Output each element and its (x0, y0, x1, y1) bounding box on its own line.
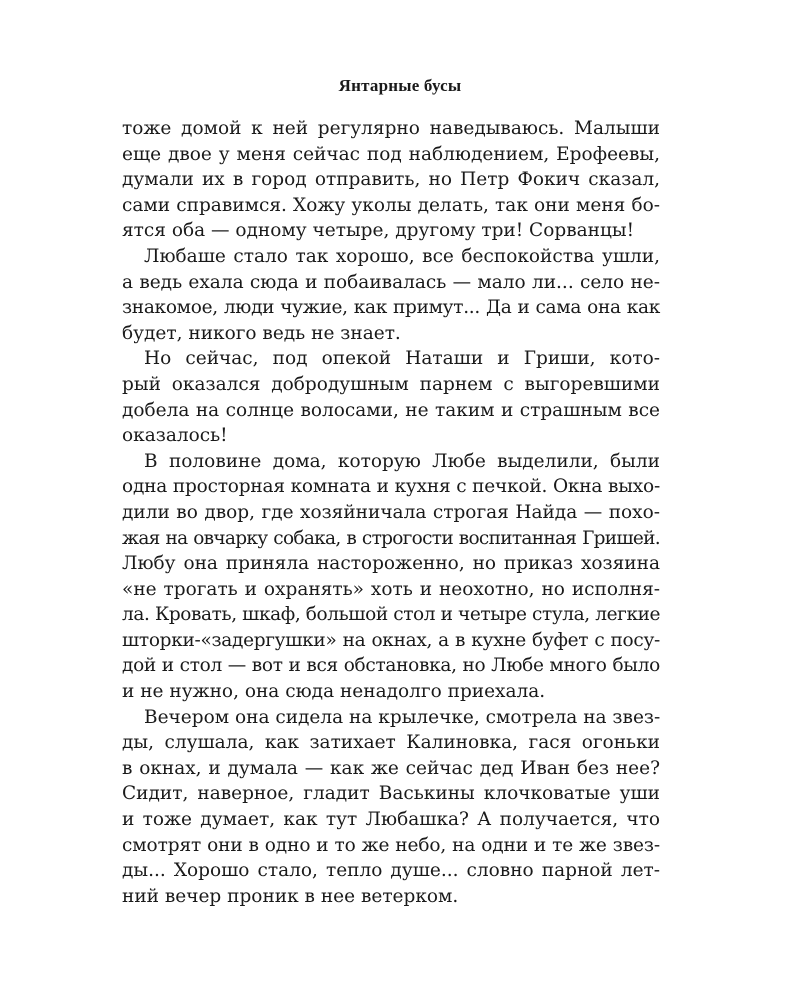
text-line: и не нужно, она сюда ненадолго приехала. (122, 681, 546, 703)
text-line: сами справимся. Хожу уколы делать, так они меня бо- (122, 194, 660, 216)
text-line: ды... Хорошо стало, тепло душе... словно парной лет- (122, 860, 660, 882)
text-line: «не трогать и охранять» хоть и неохотно, но исполня- (122, 578, 660, 600)
text-line: шторки-«задергушки» на окнах, а в кухне буфет с посу- (122, 629, 660, 651)
paragraph-2 (122, 244, 660, 346)
text-line: будет, никого ведь не знает. (122, 322, 401, 344)
text-line: и тоже думает, как тут Любашка? А получается, что (122, 809, 660, 831)
text-line: одна просторная комната и кухня с печкой. Окна выхо- (122, 476, 660, 498)
paragraph-4 (122, 449, 660, 705)
text-line: жая на овчарку собака, в строгости воспитанная Гришей. (122, 527, 660, 549)
paragraph-1 (122, 116, 660, 244)
text-line: думали их в город отправить, но Петр Фокич сказал, (122, 169, 660, 191)
text-line: ла. Кровать, шкаф, большой стол и четыре стула, легкие (122, 604, 661, 626)
running-head: Янтарные бусы (338, 76, 462, 95)
text-line: ний вечер проник в нее ветерком. (122, 885, 459, 907)
text-line: добела на солнце волосами, не таким и страшным все (122, 399, 660, 421)
text-line: Сидит, наверное, гладит Васькины клочковатые уши (122, 783, 660, 805)
text-line: Любаше стало так хорошо, все беспокойства ушли, (144, 245, 660, 267)
text-line: Вечером она сидела на крылечке, смотрела на звез- (144, 706, 661, 728)
text-line: оказалось! (122, 425, 228, 447)
text-line: в окнах, и думала — как же сейчас дед Иван без нее? (122, 757, 660, 779)
text-line: смотрят они в одно и то же небо, на одни и те же звез- (122, 834, 660, 856)
text-line: дой и стол — вот и вся обстановка, но Любе много было (122, 655, 660, 677)
text-line: В половине дома, которую Любе выделили, были (144, 450, 660, 472)
text-line: Но сейчас, под опекой Наташи и Гриши, кото- (144, 348, 660, 370)
text-line: тоже домой к ней регулярно наведываюсь. Малыши (122, 118, 660, 139)
paragraph-5 (122, 705, 660, 910)
text-line: рый оказался добродушным парнем с выгоревшими (122, 373, 660, 395)
text-line: ятся оба — одному четыре, другому три! Сорванцы! (122, 220, 635, 242)
text-line: Любу она приняла настороженно, но приказ хозяина (122, 553, 660, 575)
text-line: еще двое у меня сейчас под наблюдением, Ерофеевы, (122, 143, 660, 165)
text-line: ды, слушала, как затихает Калиновка, гася огоньки (122, 732, 660, 754)
text-line: знакомое, люди чужие, как примут... Да и сама она как (122, 297, 660, 319)
text-line: а ведь ехала сюда и побаивалась — мало ли... село не- (122, 271, 660, 293)
body-text (122, 116, 660, 909)
paragraph-3 (122, 346, 660, 448)
text-line: дили во двор, где хозяйничала строгая Найда — похо- (122, 501, 660, 523)
